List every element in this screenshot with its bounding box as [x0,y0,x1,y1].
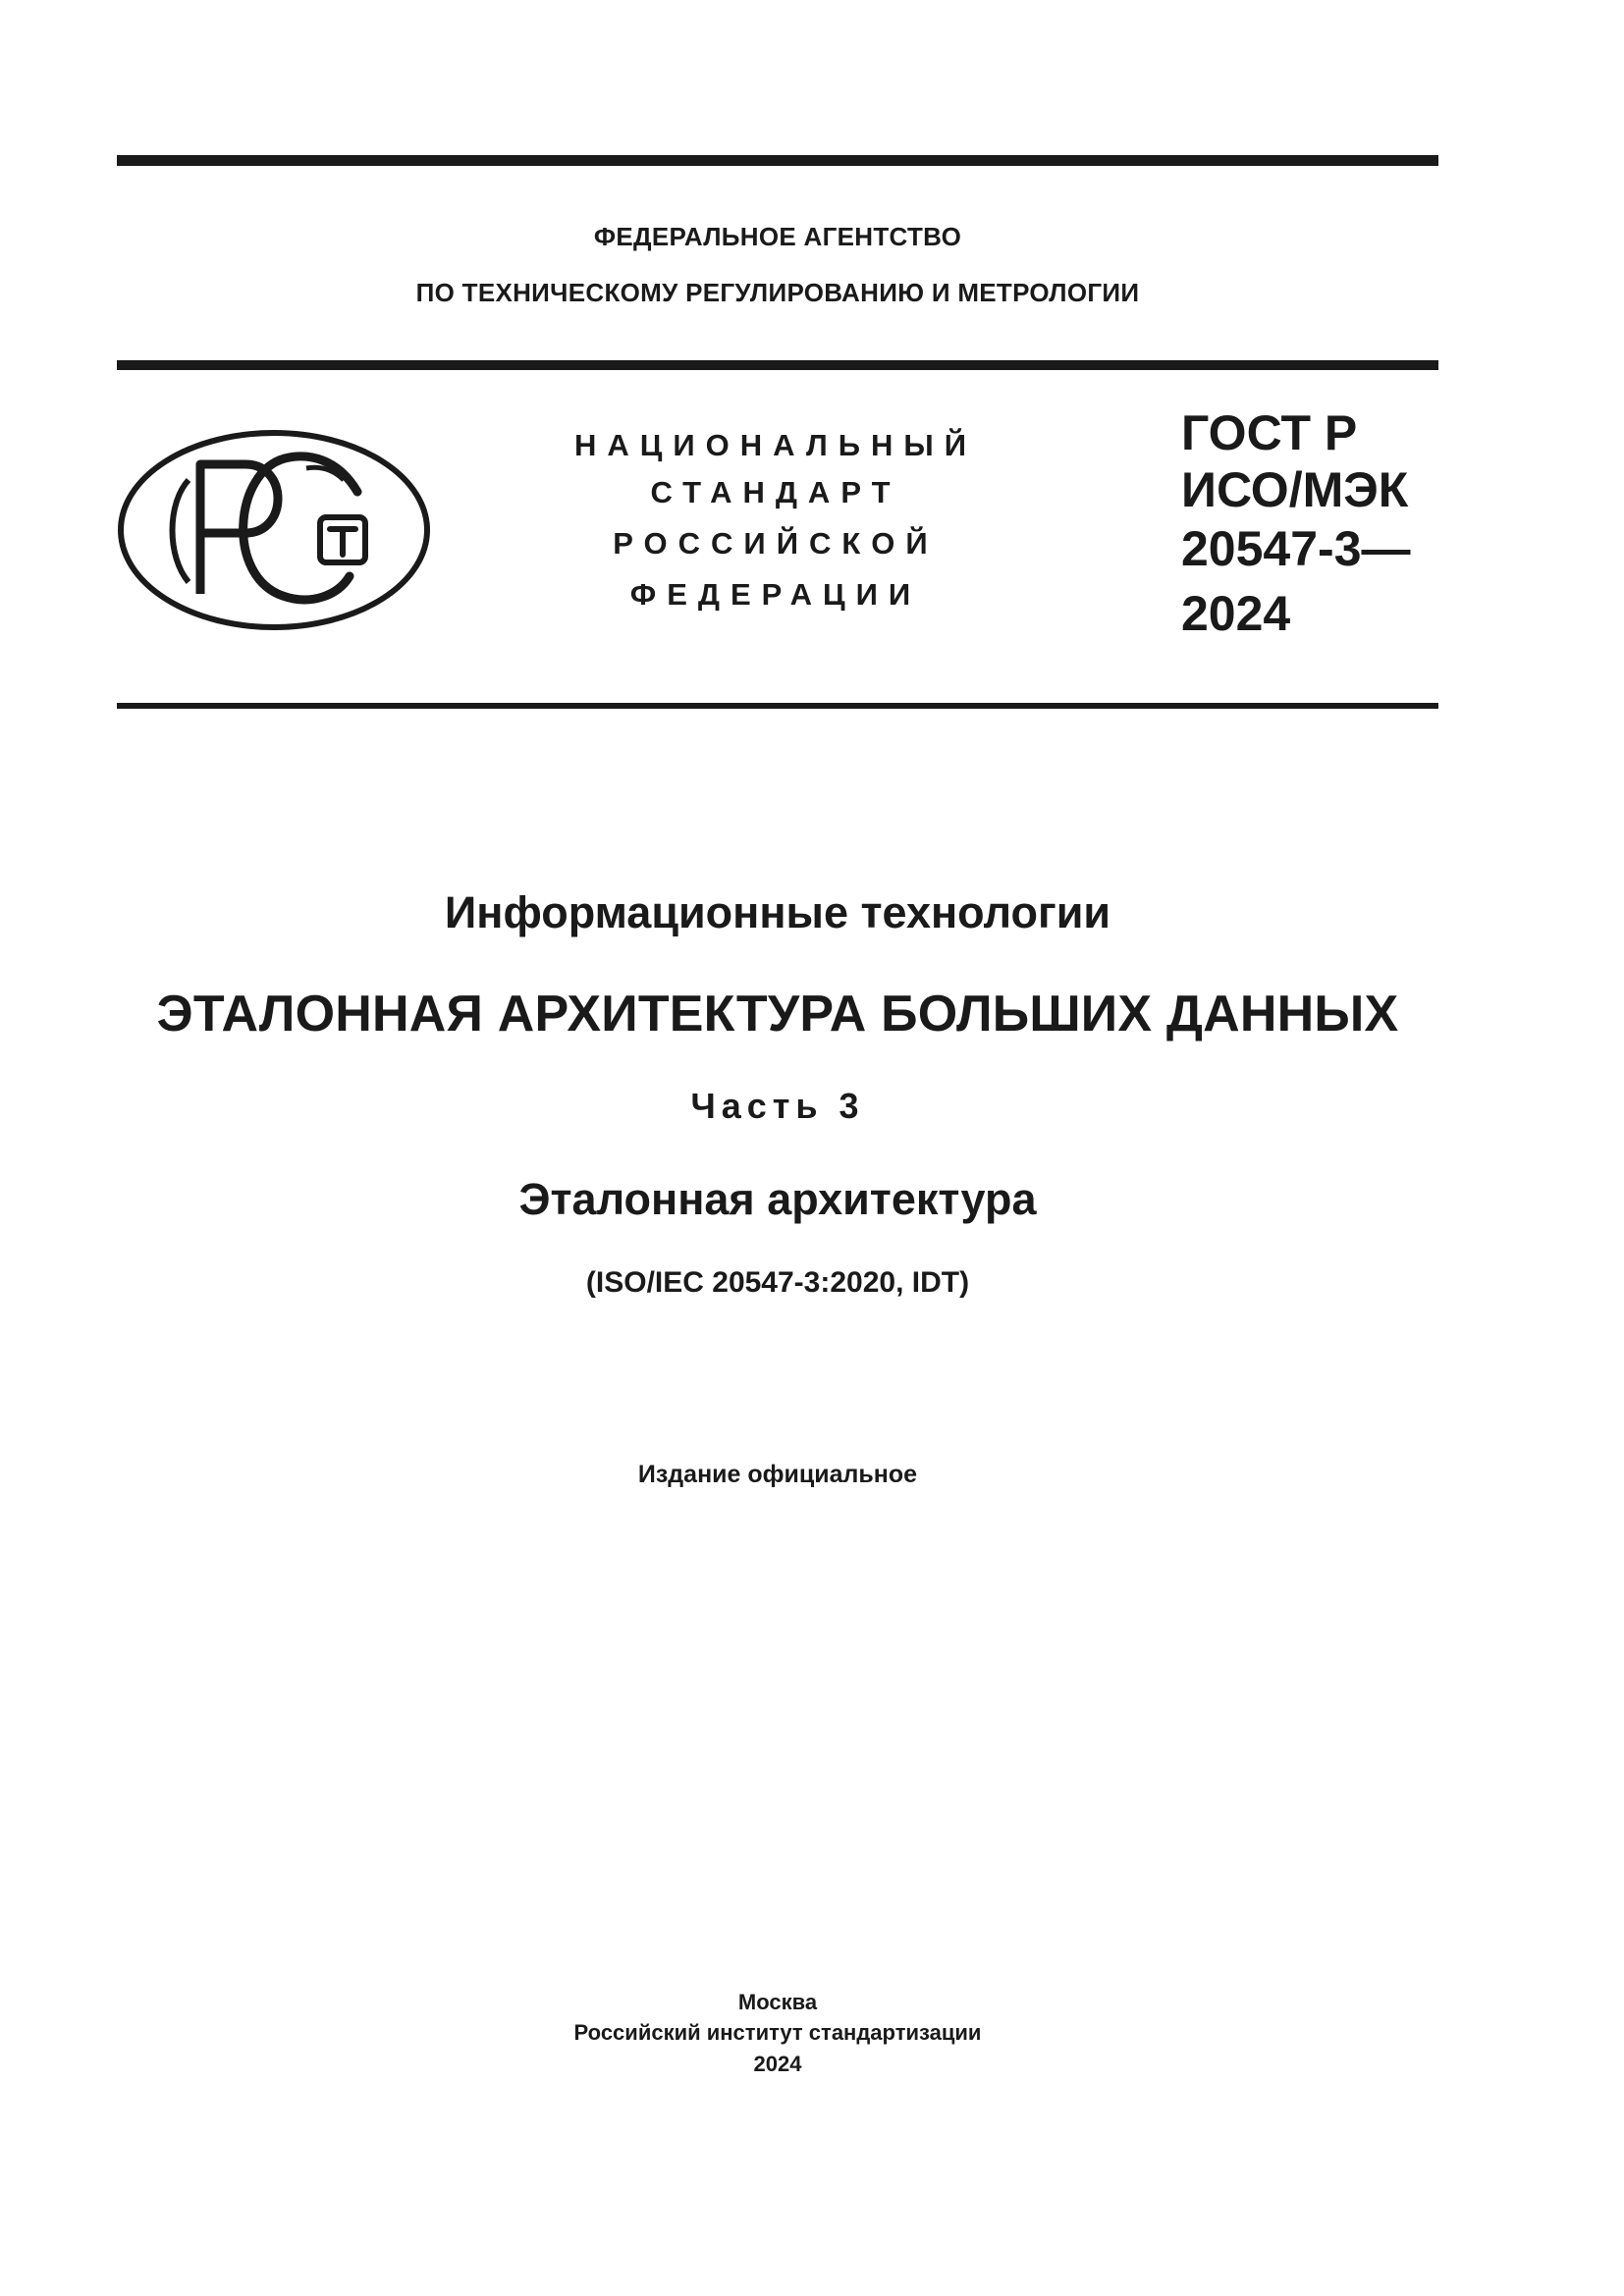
imprint-year: 2024 [753,2052,802,2076]
agency-line-2: ПО ТЕХНИЧЕСКОМУ РЕГУЛИРОВАНИЮ И МЕТРОЛОГИИ [415,278,1140,307]
rst-certification-mark-icon [116,429,432,631]
agency-line-1: ФЕДЕРАЛЬНОЕ АГЕНТСТВО [593,222,962,251]
international-reference: (ISO/IEC 20547-3:2020, IDT) [585,1266,970,1299]
designation-line-4: 2024 [1181,586,1291,641]
subject-title: Информационные технологии [444,887,1111,937]
imprint-publisher: Российский институт стандартизации [573,2020,982,2045]
national-standard-line-4: ФЕДЕРАЦИИ [629,577,922,612]
main-title: ЭТАЛОННАЯ АРХИТЕКТУРА БОЛЬШИХ ДАННЫХ [156,986,1399,1042]
designation-line-1: ГОСТ Р [1181,405,1358,460]
national-standard-line-1: НАЦИОНАЛЬНЫЙ [573,428,978,462]
national-standard-line-3: РОССИЙСКОЙ [613,526,939,561]
part-number: Часть 3 [690,1086,865,1126]
national-standard-line-2: СТАНДАРТ [650,475,901,509]
part-title: Эталонная архитектура [518,1174,1037,1224]
top-rule [117,155,1438,166]
imprint-city: Москва [737,1990,818,2014]
designation-line-2: ИСО/МЭК [1181,462,1409,517]
bottom-rule [117,703,1438,709]
designation-line-3: 20547-3— [1181,521,1411,576]
middle-rule [117,360,1438,370]
edition-label: Издание официальное [637,1461,918,1488]
